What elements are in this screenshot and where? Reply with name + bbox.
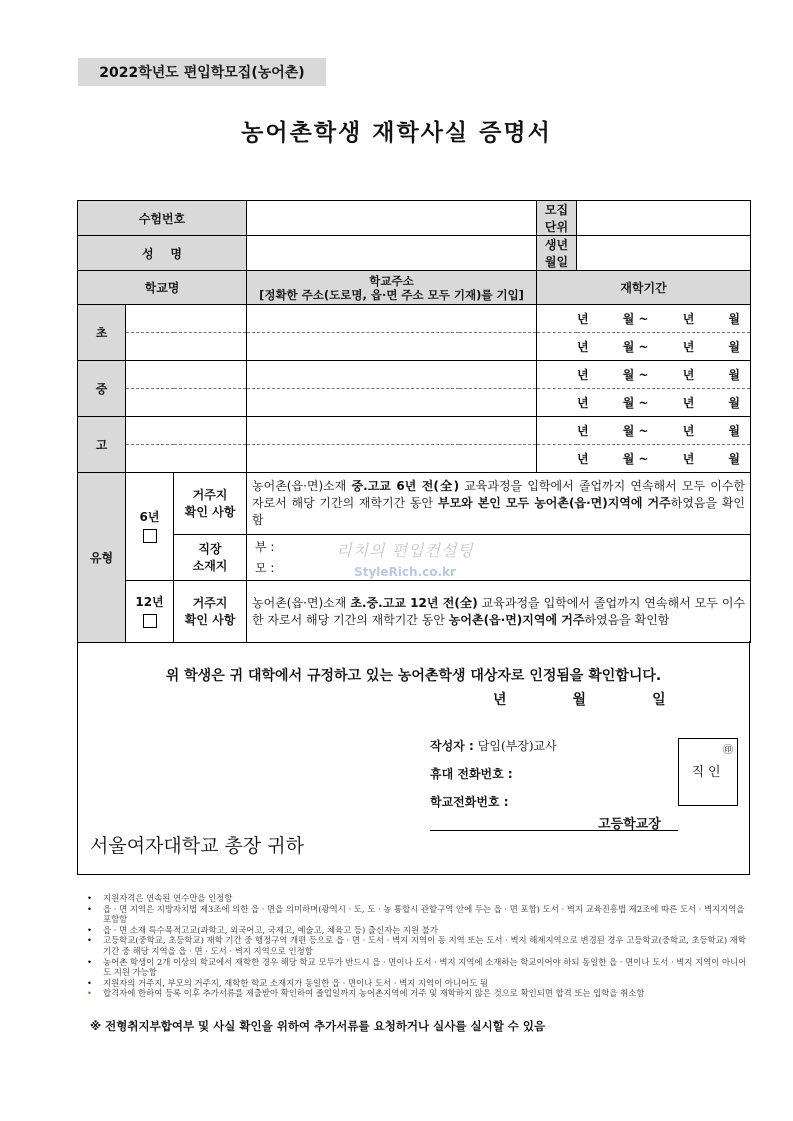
writer-value: 담임(부장)교사 — [477, 739, 557, 753]
addressee: 서울여자대학교 총장 귀하 — [90, 835, 304, 857]
residence-label: 거주지 확인 사항 — [174, 581, 247, 643]
school-addr-field[interactable] — [247, 305, 537, 333]
note-item: • 지원자의 거주지, 부모의 거주지, 재학한 학교 소재지가 동일한 읍 · 면이나 도서 · 벽지 지역이 아니어도 됨 — [87, 978, 747, 989]
period-field[interactable]: 년 월 ~ 년 월 — [537, 333, 751, 361]
school-name-field[interactable] — [126, 305, 247, 333]
level-elementary: 초 — [78, 305, 126, 361]
school-addr-title: 학교주소 — [369, 273, 414, 288]
school-name-field[interactable] — [126, 417, 247, 445]
principal-title: 고등학교장 — [598, 817, 661, 832]
school-addr-sub: [정확한 주소(도로명, 읍·면 주소 모두 기재)를 기입] — [259, 287, 524, 302]
final-note: ※ 전형취지부합여부 및 사실 확인을 위하여 추가서류를 요청하거나 실사를 실시할 수 있음 — [90, 1019, 546, 1033]
twelve-year-checkbox[interactable] — [143, 614, 157, 628]
school-addr-field[interactable] — [247, 389, 537, 417]
notes-list — [87, 893, 747, 999]
school-name-field[interactable] — [126, 445, 247, 473]
level-high: 고 — [78, 417, 126, 473]
note-item: • 합격자에 한하여 등록 이후 추가서류를 제출받아 확인하여 졸업일까지 농어촌지역에 거주 및 재학하지 않은 것으로 확인되면 합격 또는 입학을 취소함 — [87, 988, 747, 999]
writer-row: 작성자 : 담임(부장)교사 — [430, 739, 557, 753]
school-addr-field[interactable] — [247, 361, 537, 389]
school-addr-field[interactable] — [247, 417, 537, 445]
school-phone-row[interactable]: 학교전화번호 : — [430, 795, 509, 809]
school-addr-field[interactable] — [247, 333, 537, 361]
exam-no-field[interactable] — [247, 201, 537, 236]
page-title: 농어촌학생 재학사실 증명서 — [241, 120, 552, 146]
school-name-field[interactable] — [126, 389, 247, 417]
note-item: • 농어촌 학생이 2개 이상의 학교에서 재학한 경우 해당 학교 모두가 반드시 읍 · 면이나 도서 · 벽지 지역에 소재하는 학교이어야 하되 동일한 읍 · 면이나 도서 · 벽지 지역이 아니어도 지원 가능함 — [87, 957, 747, 978]
school-name-label: 학교명 — [78, 271, 247, 305]
note-item: • 읍 · 면 소재 특수목적고교(과학고, 외국어고, 국제고, 예술고, 체육고 등) 출신자는 지원 불가 — [87, 925, 747, 936]
workplace-field[interactable] — [247, 535, 751, 581]
father-workplace: 부 : — [255, 539, 275, 554]
mobile-row[interactable]: 휴대 전화번호 : — [430, 767, 513, 781]
watermark-line2: StyleRich.co.kr — [354, 565, 456, 579]
header-tag: 2022학년도 편입학모집(농어촌) — [78, 58, 326, 86]
confirmation-section — [77, 641, 750, 875]
twelve-year-option: 12년 — [126, 581, 174, 643]
name-label: 성 명 — [78, 236, 247, 271]
residence-label: 거주지 확인 사항 — [174, 473, 247, 535]
period-field[interactable]: 년 월 ~ 년 월 — [537, 361, 751, 389]
school-name-field[interactable] — [126, 333, 247, 361]
period-field[interactable]: 년 월 ~ 년 월 — [537, 417, 751, 445]
birth-field[interactable] — [577, 236, 751, 271]
type-label: 유형 — [78, 473, 126, 643]
school-name-field[interactable] — [126, 361, 247, 389]
unit-field[interactable] — [577, 201, 751, 236]
confirm-text: 위 학생은 귀 대학에서 규정하고 있는 농어촌학생 대상자로 인정됨을 확인합니다. — [165, 668, 662, 684]
note-item: • 고등학교(중학교, 초등학교) 재학 기간 중 행정구역 개편 등으로 읍 · 면 · 도서 · 벽지 지역이 동 지역 또는 도서 · 벽지 해제지역으로 변경된 경우 고등학교(중학교, 초등학교) 재학 기간 중 해당 지역을 읍 · 면 · 도서 · 벽지 지역으로 인정함 — [87, 935, 747, 956]
official-seal-box — [678, 738, 738, 806]
note-item: • 읍 · 면 지역은 지방자치법 제3조에 의한 읍 · 면을 의미하며(광역시 · 도, 도 · 농 통합시 관할구역 안에 두는 읍 · 면 포함) 도서 · 벽지 교육진흥법 제2조에 따른 도서 · 벽지지역을 포함함 — [87, 904, 747, 925]
birth-label: 생년월일 — [537, 236, 577, 271]
period-field[interactable]: 년 월 ~ 년 월 — [537, 389, 751, 417]
seal-icon: ㊞ — [723, 745, 733, 756]
date-month: 월 — [572, 692, 587, 708]
workplace-label: 직장 소재지 — [174, 535, 247, 581]
school-addr-field[interactable] — [247, 445, 537, 473]
signature-line — [430, 830, 678, 831]
period-field[interactable]: 년 월 ~ 년 월 — [537, 445, 751, 473]
date-year: 년 — [493, 692, 507, 708]
twelve-year-description: 농어촌(읍·면)소재 초.중.고교 12년 전(全) 교육과정을 입학에서 졸업까지 연속해서 모두 이수한 자로서 해당 기간의 재학기간 동안 농어촌(읍·면)지역에 거주하였음을 확인함 — [247, 581, 751, 643]
period-field[interactable]: 년 월 ~ 년 월 — [537, 305, 751, 333]
period-label: 재학기간 — [537, 271, 751, 305]
six-year-description: 농어촌(읍·면)소재 중.고교 6년 전(全) 교육과정을 입학에서 졸업까지 연속해서 모두 이수한 자로서 해당 기간의 재학기간 동안 부모와 본인 모두 농어촌(읍·면)지역에 거주하였음을 확인함 — [247, 473, 751, 535]
six-year-option: 6년 — [126, 473, 174, 581]
level-middle: 중 — [78, 361, 126, 417]
note-item: • 지원자격은 연속된 연수만을 인정함 — [87, 893, 747, 904]
six-year-checkbox[interactable] — [143, 529, 157, 543]
exam-no-label: 수험번호 — [78, 201, 247, 236]
issue-date — [493, 689, 666, 709]
unit-label: 모집단위 — [537, 201, 577, 236]
certificate-form — [77, 200, 751, 643]
school-addr-label — [247, 271, 537, 305]
name-field[interactable] — [247, 236, 537, 271]
mother-workplace: 모 : — [255, 560, 275, 575]
date-day: 일 — [652, 692, 666, 708]
watermark-line1: 리치의 편입컨설팅 — [336, 541, 474, 560]
seal-text: 직인 — [691, 765, 725, 780]
